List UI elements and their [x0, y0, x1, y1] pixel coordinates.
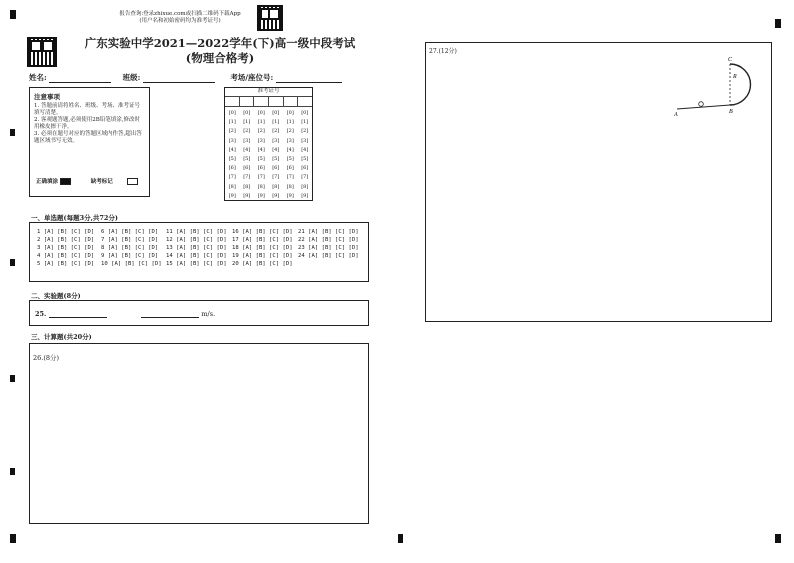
registration-mark-left-1 — [10, 129, 15, 136]
q25-label: 25. — [35, 310, 47, 318]
mcq-question-row[interactable]: 23 [A] [B] [C] [D] — [298, 245, 359, 251]
q25-row — [35, 310, 215, 318]
q27-track-diagram — [665, 52, 755, 120]
label-A: A — [674, 112, 678, 118]
room-seat-label: 考场/座位号: — [230, 73, 274, 82]
name-field[interactable] — [49, 75, 111, 83]
ticket-digit-bubble[interactable]: [5] — [286, 156, 294, 163]
ticket-digit-bubble[interactable]: [4] — [301, 146, 309, 153]
ticket-digit-bubble[interactable]: [9] — [228, 192, 236, 199]
ticket-digit-bubble[interactable]: [0] — [243, 110, 251, 116]
mcq-column-2 — [101, 228, 162, 268]
ticket-bubble-grid — [225, 107, 312, 201]
ticket-digit-bubble[interactable]: [2] — [286, 128, 294, 135]
class-field[interactable] — [143, 75, 215, 83]
ticket-digit-bubble[interactable]: [1] — [272, 119, 280, 126]
ticket-write-row — [225, 97, 312, 107]
ticket-digit-column — [283, 109, 298, 201]
mcq-question-row[interactable]: 2 [A] [B] [C] [D] — [37, 237, 95, 243]
ticket-digit-bubble[interactable]: [4] — [243, 146, 251, 153]
registration-mark-top-left — [10, 10, 16, 19]
ticket-digit-bubble[interactable]: [5] — [243, 156, 251, 163]
ticket-digit-bubble[interactable]: [6] — [301, 165, 309, 172]
ticket-digit-bubble[interactable]: [5] — [272, 156, 280, 163]
header-notice-line1: 报告查询:登录zhixue.com或扫描二维码下载App — [119, 11, 241, 17]
mcq-question-row[interactable]: 11 [A] [B] [C] [D] — [166, 229, 227, 235]
ticket-digit-bubble[interactable]: [6] — [228, 165, 236, 172]
header-notice-line2: (用户名和初始密码均为准考证号) — [139, 18, 221, 24]
q27-label: 27.(12分) — [429, 48, 457, 55]
ticket-digit-bubble[interactable]: [0] — [272, 110, 280, 116]
ticket-digit-bubble[interactable]: [5] — [228, 156, 236, 163]
mcq-question-row[interactable]: 12 [A] [B] [C] [D] — [166, 237, 227, 243]
mcq-question-row[interactable]: 19 [A] [B] [C] [D] — [232, 253, 293, 259]
ticket-write-cell[interactable] — [225, 97, 240, 106]
ticket-write-cell[interactable] — [254, 97, 269, 106]
room-seat-field[interactable] — [276, 75, 342, 83]
ticket-digit-bubble[interactable]: [1] — [301, 119, 309, 126]
mcq-question-row[interactable]: 15 [A] [B] [C] [D] — [166, 261, 227, 267]
ticket-write-cell[interactable] — [298, 97, 312, 106]
mcq-question-row[interactable]: 4 [A] [B] [C] [D] — [37, 253, 95, 259]
ticket-number-heading: 准考证号 — [225, 88, 312, 97]
mcq-question-row[interactable]: 5 [A] [B] [C] [D] — [37, 261, 95, 267]
ticket-digit-bubble[interactable]: [3] — [257, 137, 265, 144]
ticket-digit-bubble[interactable]: [2] — [301, 128, 309, 135]
q25-blank-2[interactable] — [141, 310, 199, 318]
absent-mark-checkbox[interactable] — [127, 178, 138, 185]
ticket-digit-bubble[interactable]: [8] — [243, 183, 251, 190]
mcq-question-row[interactable]: 1 [A] [B] [C] [D] — [37, 229, 95, 235]
ticket-digit-bubble[interactable]: [2] — [257, 128, 265, 135]
ticket-digit-bubble[interactable]: [4] — [228, 146, 236, 153]
mcq-question-row[interactable]: 14 [A] [B] [C] [D] — [166, 253, 227, 259]
registration-mark-top-right — [775, 19, 781, 28]
ticket-digit-bubble[interactable]: [2] — [272, 128, 280, 135]
mcq-column-4 — [232, 228, 293, 268]
semicircle-track — [730, 64, 751, 105]
ticket-digit-bubble[interactable]: [8] — [286, 183, 294, 190]
mcq-question-row[interactable]: 22 [A] [B] [C] [D] — [298, 237, 359, 243]
ticket-digit-bubble[interactable]: [6] — [272, 165, 280, 172]
ticket-digit-bubble[interactable]: [0] — [286, 110, 294, 116]
ticket-number-box — [224, 87, 313, 201]
registration-mark-bottom-right — [775, 534, 781, 543]
ticket-digit-bubble[interactable]: [4] — [272, 146, 280, 153]
ticket-digit-bubble[interactable]: [7] — [301, 174, 309, 181]
ticket-digit-column — [240, 109, 255, 201]
registration-mark-left-4 — [10, 468, 15, 475]
mcq-question-row[interactable]: 20 [A] [B] [C] [D] — [232, 261, 293, 267]
exam-title-line2: (物理合格考) — [185, 51, 255, 65]
instruction-item-2: 2. 客观题答题,必须使用2B铅笔填涂,修改时用橡皮擦干净。 — [34, 117, 141, 130]
absent-mark-label: 缺考标记 — [90, 179, 113, 185]
ticket-write-cell[interactable] — [269, 97, 284, 106]
slider-block — [699, 102, 704, 107]
correct-fill-sample — [60, 178, 71, 185]
registration-mark-bottom-mid — [398, 534, 403, 543]
ticket-digit-bubble[interactable]: [3] — [243, 137, 251, 144]
ticket-digit-column — [298, 109, 313, 201]
ticket-digit-bubble[interactable]: [7] — [228, 174, 236, 181]
ticket-digit-bubble[interactable]: [3] — [286, 137, 294, 144]
q26-answer-box[interactable] — [29, 343, 369, 524]
mcq-question-row[interactable]: 8 [A] [B] [C] [D] — [101, 245, 159, 251]
exam-title-line1: 广东实验中学2021—2022学年(下)高一级中段考试 — [84, 36, 356, 50]
mcq-question-row[interactable]: 10 [A] [B] [C] [D] — [101, 261, 162, 267]
ticket-digit-bubble[interactable]: [4] — [286, 146, 294, 153]
q25-unit: m/s. — [201, 310, 216, 318]
mcq-column-5 — [298, 228, 359, 260]
ticket-digit-bubble[interactable]: [2] — [228, 128, 236, 135]
mcq-question-row[interactable]: 6 [A] [B] [C] [D] — [101, 229, 159, 235]
ticket-digit-bubble[interactable]: [7] — [272, 174, 280, 181]
section1-title: 一、单选题(每题3分,共72分) — [31, 214, 118, 222]
header-notice — [105, 11, 255, 25]
q26-label: 26.(8分) — [33, 354, 60, 362]
mcq-question-row[interactable]: 21 [A] [B] [C] [D] — [298, 229, 359, 235]
qr-code-student — [27, 37, 57, 67]
qr-code-app — [257, 5, 283, 31]
registration-mark-bottom-left — [10, 534, 16, 543]
correct-fill-label: 正确填涂 — [36, 179, 59, 185]
ticket-digit-bubble[interactable]: [8] — [301, 183, 309, 190]
ticket-digit-bubble[interactable]: [1] — [228, 119, 236, 126]
exam-title — [70, 36, 370, 66]
ticket-write-cell[interactable] — [240, 97, 255, 106]
ticket-digit-bubble[interactable]: [1] — [257, 119, 265, 126]
ticket-digit-bubble[interactable]: [0] — [301, 110, 309, 116]
name-label: 姓名: — [29, 73, 47, 82]
fill-legend — [36, 178, 138, 186]
section3-title: 三、计算题(共20分) — [31, 333, 92, 341]
ticket-digit-bubble[interactable]: [6] — [257, 165, 265, 172]
ticket-digit-bubble[interactable]: [9] — [272, 192, 280, 199]
ticket-digit-bubble[interactable]: [5] — [301, 156, 309, 163]
ticket-digit-bubble[interactable]: [8] — [228, 183, 236, 190]
ticket-digit-bubble[interactable]: [6] — [286, 165, 294, 172]
ticket-digit-bubble[interactable]: [8] — [272, 183, 280, 190]
label-C: C — [728, 57, 733, 63]
mcq-question-row[interactable]: 18 [A] [B] [C] [D] — [232, 245, 293, 251]
ticket-digit-bubble[interactable]: [9] — [257, 192, 265, 199]
ticket-write-cell[interactable] — [284, 97, 299, 106]
mcq-question-row[interactable]: 3 [A] [B] [C] [D] — [37, 245, 95, 251]
instruction-item-3: 3. 必须在题号对应的答题区域内作答,超出答题区域书写无效。 — [34, 131, 142, 144]
inclined-track — [677, 105, 730, 109]
registration-mark-left-3 — [10, 375, 15, 382]
mcq-question-row[interactable]: 13 [A] [B] [C] [D] — [166, 245, 227, 251]
label-R: R — [733, 74, 737, 80]
ticket-digit-bubble[interactable]: [9] — [243, 192, 251, 199]
label-B: B — [729, 109, 733, 115]
ticket-digit-bubble[interactable]: [3] — [228, 137, 236, 144]
section2-title: 二、实验题(8分) — [31, 292, 81, 300]
ticket-digit-bubble[interactable]: [7] — [257, 174, 265, 181]
mcq-column-3 — [166, 228, 227, 268]
mcq-question-row[interactable]: 16 [A] [B] [C] [D] — [232, 229, 293, 235]
registration-mark-left-2 — [10, 259, 15, 266]
ticket-digit-column — [269, 109, 284, 201]
ticket-digit-bubble[interactable]: [1] — [243, 119, 251, 126]
ticket-digit-bubble[interactable]: [6] — [243, 165, 251, 172]
ticket-digit-bubble[interactable]: [5] — [257, 156, 265, 163]
mcq-question-row[interactable]: 17 [A] [B] [C] [D] — [232, 237, 293, 243]
instructions-heading: 注意事项 — [34, 93, 60, 101]
ticket-digit-bubble[interactable]: [3] — [272, 137, 280, 144]
q25-blank-1[interactable] — [49, 310, 107, 318]
ticket-digit-column — [254, 109, 269, 201]
mcq-question-row[interactable]: 9 [A] [B] [C] [D] — [101, 253, 159, 259]
ticket-digit-column — [225, 109, 240, 201]
ticket-digit-bubble[interactable]: [3] — [301, 137, 309, 144]
mcq-column-1 — [37, 228, 94, 268]
ticket-digit-bubble[interactable]: [2] — [243, 128, 251, 135]
ticket-digit-bubble[interactable]: [0] — [257, 110, 265, 116]
ticket-digit-bubble[interactable]: [1] — [286, 119, 294, 126]
mcq-question-row[interactable]: 7 [A] [B] [C] [D] — [101, 237, 159, 243]
ticket-digit-bubble[interactable]: [7] — [286, 174, 294, 181]
ticket-digit-bubble[interactable]: [7] — [243, 174, 251, 181]
instruction-item-1: 1. 答题前请将姓名、班级、考场、准考证号填写清楚。 — [34, 103, 140, 116]
ticket-digit-bubble[interactable]: [4] — [257, 146, 265, 153]
student-info-row — [29, 72, 359, 83]
ticket-digit-bubble[interactable]: [9] — [301, 192, 309, 199]
instructions-box — [29, 87, 150, 197]
mcq-question-row[interactable]: 24 [A] [B] [C] [D] — [298, 253, 359, 259]
ticket-digit-bubble[interactable]: [8] — [257, 183, 265, 190]
ticket-digit-bubble[interactable]: [0] — [228, 110, 236, 116]
ticket-digit-bubble[interactable]: [9] — [286, 192, 294, 199]
class-label: 班级: — [122, 73, 141, 82]
